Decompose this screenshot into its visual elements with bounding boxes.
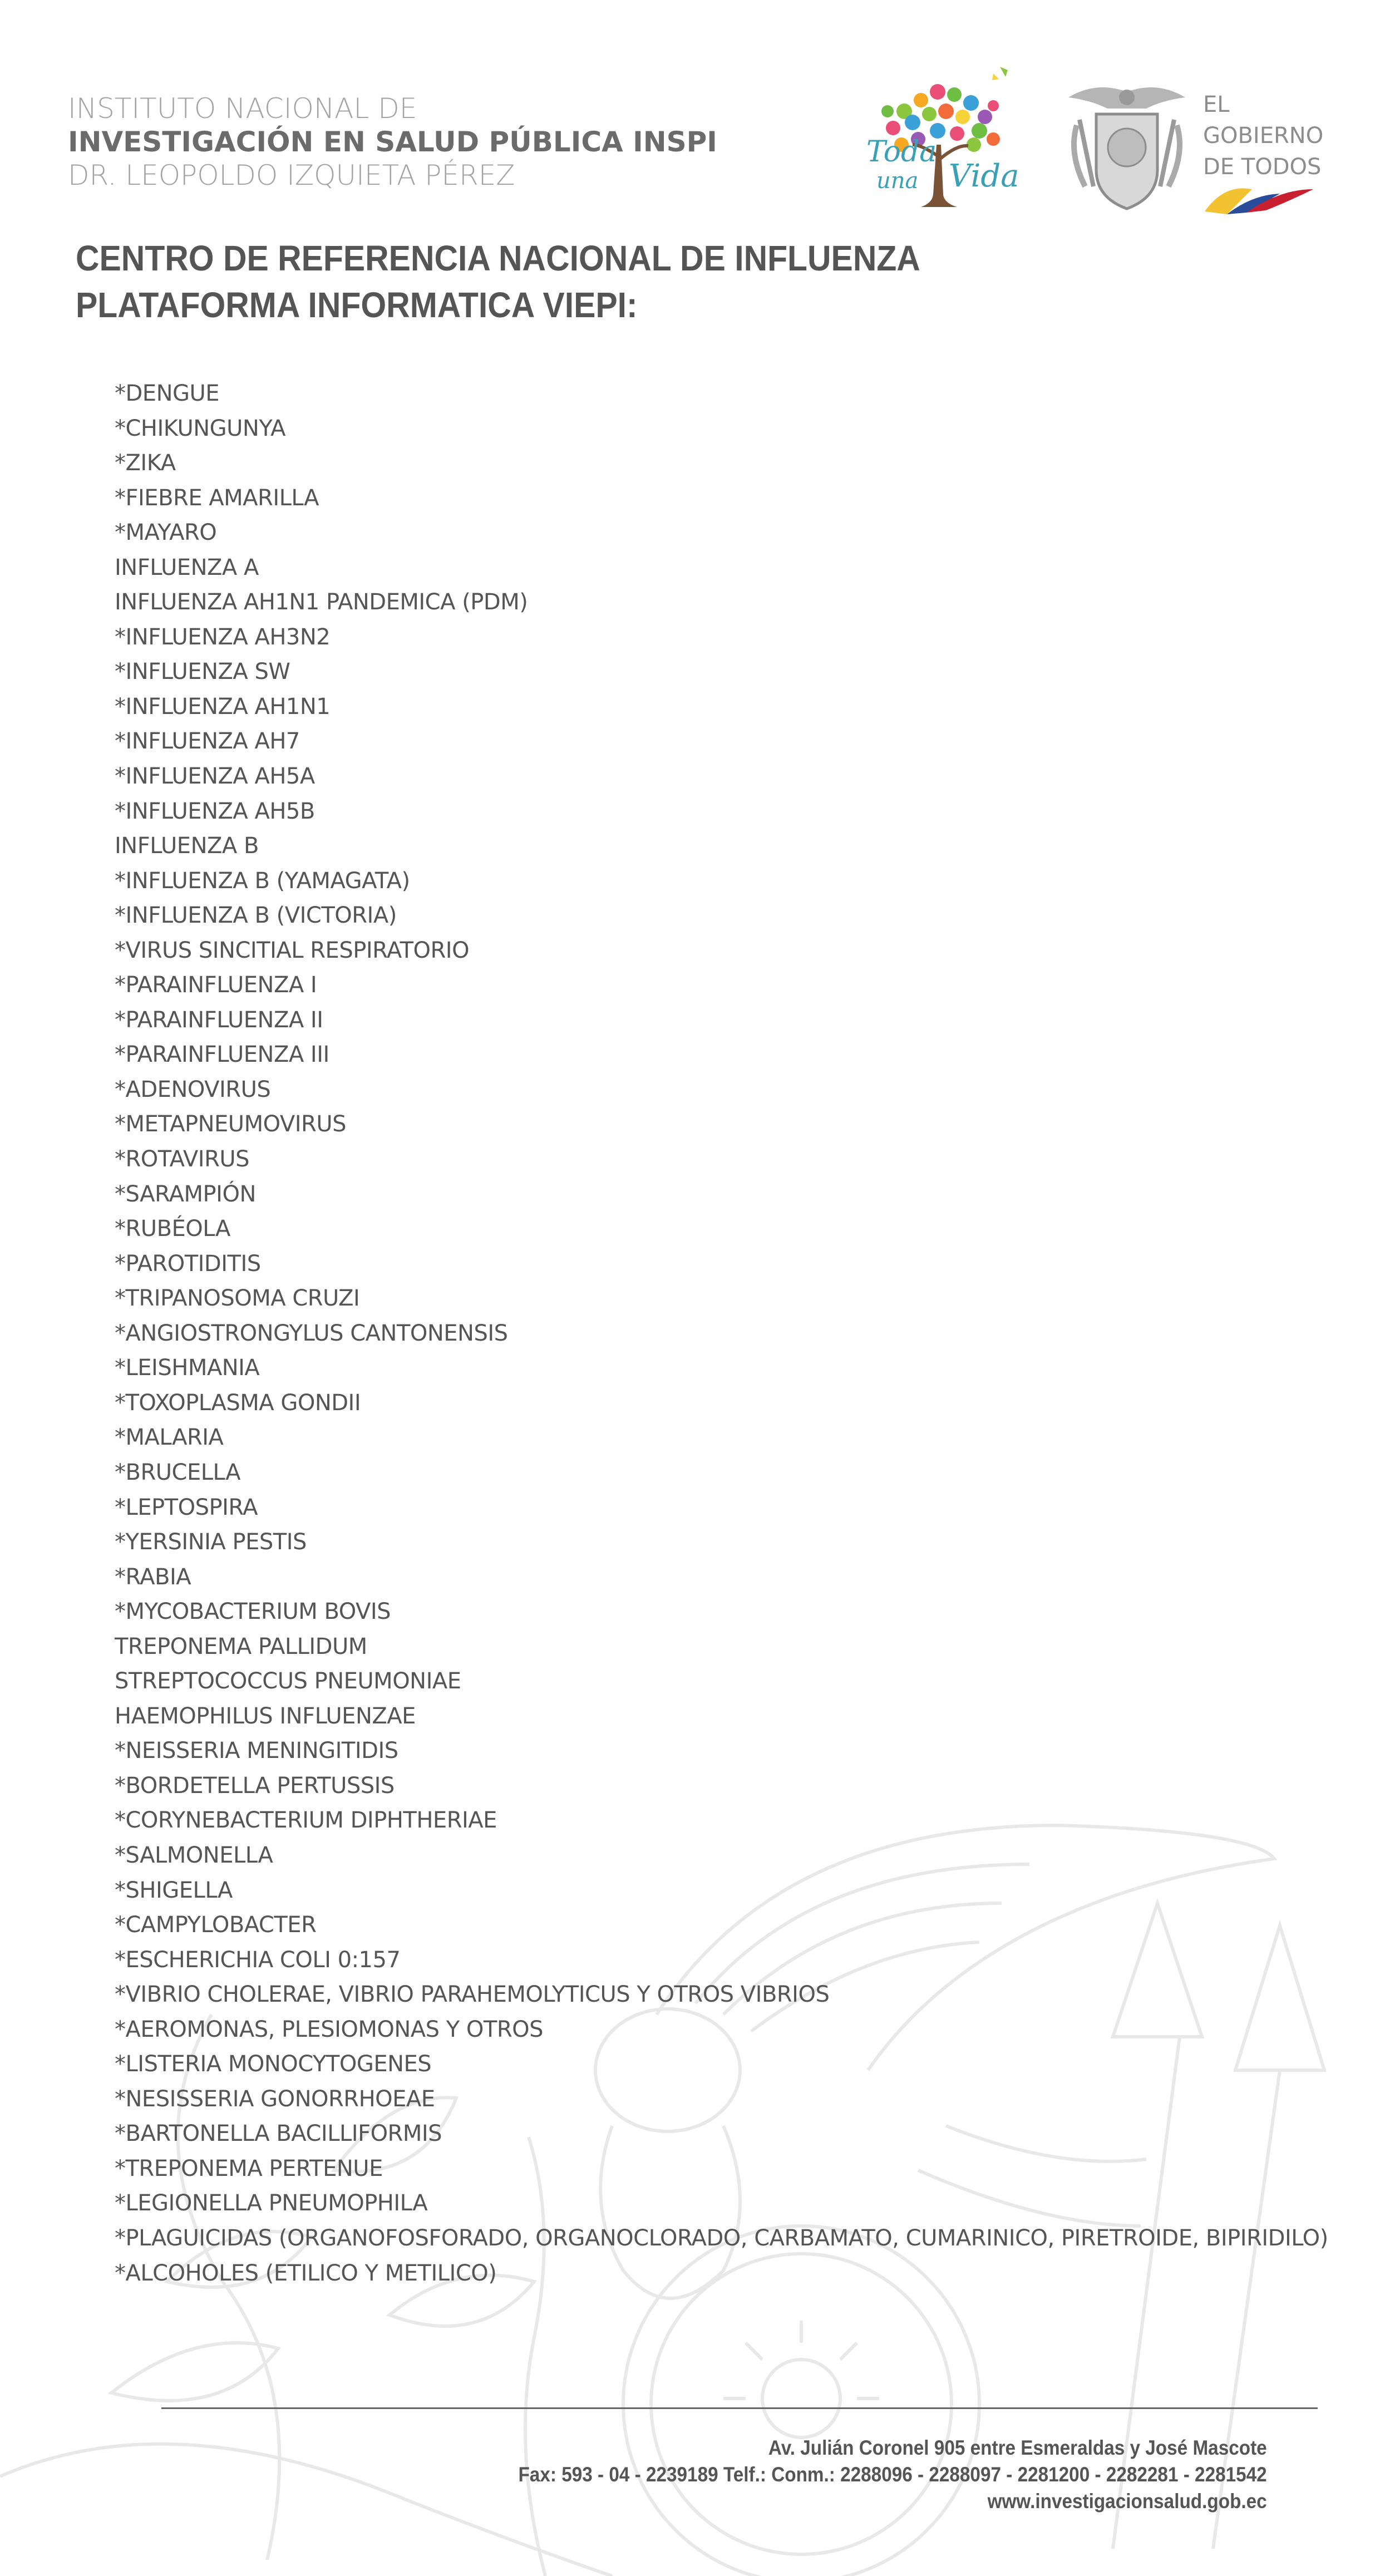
footer-address: Av. Julián Coronel 905 entre Esmeraldas y José Mascote <box>768 2436 1267 2459</box>
list-item: INFLUENZA AH1N1 PANDEMICA (PDM) <box>115 589 528 615</box>
list-item: *LEISHMANIA <box>115 1355 260 1381</box>
list-item: *RABIA <box>115 1564 191 1590</box>
list-item: *LEPTOSPIRA <box>115 1494 258 1520</box>
list-item: *DENGUE <box>115 381 220 406</box>
list-item: *LISTERIA MONOCYTOGENES <box>115 2051 432 2077</box>
list-item: *ALCOHOLES (ETILICO Y METILICO) <box>115 2260 497 2286</box>
list-item: *VIRUS SINCITIAL RESPIRATORIO <box>115 937 470 963</box>
list-item: *ESCHERICHIA COLI 0:157 <box>115 1947 401 1973</box>
list-item: *CORYNEBACTERIUM DIPHTHERIAE <box>115 1807 497 1834</box>
list-item: *LEGIONELLA PNEUMOPHILA <box>115 2190 428 2217</box>
list-item: *CAMPYLOBACTER <box>115 1912 317 1938</box>
list-item: *ADENOVIRUS <box>115 1076 271 1102</box>
list-item: STREPTOCOCCUS PNEUMONIAE <box>115 1668 461 1695</box>
logo-word-una: una <box>876 168 919 194</box>
coat-of-arms-logo <box>1063 75 1191 217</box>
footer-contact <box>435 2435 1267 2515</box>
list-item: *ZIKA <box>115 450 176 476</box>
footer-divider <box>161 2407 1318 2409</box>
list-item: INFLUENZA A <box>115 554 259 580</box>
list-item: *SALMONELLA <box>115 1842 273 1868</box>
footer-phones: Fax: 593 - 04 - 2239189 Telf.: Conm.: 2288096 - 2288097 - 2281200 - 2282281 - 2281542 <box>518 2463 1267 2486</box>
list-item: *NEISSERIA MENINGITIDIS <box>115 1738 398 1764</box>
list-item: *BARTONELLA BACILLIFORMIS <box>115 2121 442 2147</box>
list-item: *INFLUENZA AH5A <box>115 764 315 790</box>
list-item: *BORDETELLA PERTUSSIS <box>115 1772 395 1799</box>
list-item: *AEROMONAS, PLESIOMONAS Y OTROS <box>115 2016 543 2042</box>
list-item: *TOXOPLASMA GONDII <box>115 1390 361 1416</box>
institute-line3: DR. LEOPOLDO IZQUIETA PÉREZ <box>68 159 515 191</box>
list-item: *NESISSERIA GONORRHOEAE <box>115 2086 435 2112</box>
list-item: *YERSINIA PESTIS <box>115 1529 307 1555</box>
title-line1: CENTRO DE REFERENCIA NACIONAL DE INFLUENZA <box>76 238 920 278</box>
list-item: *PARAINFLUENZA III <box>115 1042 329 1068</box>
list-item: *RUBÉOLA <box>115 1216 230 1242</box>
list-item: *BRUCELLA <box>115 1459 241 1485</box>
list-item: *ROTAVIRUS <box>115 1146 250 1173</box>
bird-icon <box>1000 67 1008 77</box>
gov-line3: DE TODOS <box>1203 154 1322 180</box>
list-item: *MALARIA <box>115 1425 224 1451</box>
list-item: *VIBRIO CHOLERAE, VIBRIO PARAHEMOLYTICUS Y OTROS VIBRIOS <box>115 1982 830 2008</box>
list-item: *MAYARO <box>115 520 217 546</box>
institute-line1: INSTITUTO NACIONAL DE <box>68 92 417 125</box>
list-item: *PAROTIDITIS <box>115 1250 261 1277</box>
government-name <box>1203 89 1323 183</box>
list-item: TREPONEMA PALLIDUM <box>115 1633 367 1659</box>
list-item: *INFLUENZA AH1N1 <box>115 693 331 720</box>
list-item: *CHIKUNGUNYA <box>115 415 286 441</box>
institute-name <box>68 92 717 192</box>
gov-line2: GOBIERNO <box>1203 123 1324 149</box>
footer-website[interactable]: www.investigacionsalud.gob.ec <box>987 2490 1267 2513</box>
list-item: INFLUENZA B <box>115 833 259 859</box>
logo-word-toda: Toda <box>866 135 937 169</box>
gov-line1: EL <box>1203 92 1230 117</box>
list-item: *PARAINFLUENZA I <box>115 972 317 998</box>
list-item: HAEMOPHILUS INFLUENZAE <box>115 1703 416 1729</box>
list-item: *SARAMPIÓN <box>115 1181 256 1207</box>
list-item: *ANGIOSTRONGYLUS CANTONENSIS <box>115 1320 508 1346</box>
list-item: *INFLUENZA AH7 <box>115 728 300 755</box>
list-item: *SHIGELLA <box>115 1877 233 1903</box>
list-item: *TRIPANOSOMA CRUZI <box>115 1285 360 1312</box>
list-item: *INFLUENZA B (VICTORIA) <box>115 903 397 929</box>
list-item: *MYCOBACTERIUM BOVIS <box>115 1599 391 1625</box>
list-item: *INFLUENZA B (YAMAGATA) <box>115 868 410 894</box>
list-item: *PLAGUICIDAS (ORGANOFOSFORADO, ORGANOCLORADO, CARBAMATO, CUMARINICO, PIRETROIDE, BIPIRIDILO) <box>115 2225 1328 2251</box>
list-item: *INFLUENZA SW <box>115 659 290 685</box>
flag-ribbon-icon <box>1202 178 1316 217</box>
toda-una-vida-logo <box>860 61 1021 217</box>
page-title <box>76 235 994 328</box>
list-item: *INFLUENZA AH5B <box>115 798 315 824</box>
pathogen-list <box>115 376 1328 2291</box>
list-item: *METAPNEUMOVIRUS <box>115 1111 346 1137</box>
logo-word-vida: Vida <box>949 158 1019 194</box>
title-line2: PLATAFORMA INFORMATICA VIEPI: <box>76 285 638 325</box>
list-item: *FIEBRE AMARILLA <box>115 485 319 511</box>
list-item: *INFLUENZA AH3N2 <box>115 624 331 650</box>
list-item: *PARAINFLUENZA II <box>115 1007 323 1033</box>
list-item: *TREPONEMA PERTENUE <box>115 2155 383 2181</box>
institute-line2: INVESTIGACIÓN EN SALUD PÚBLICA INSPI <box>68 126 717 158</box>
